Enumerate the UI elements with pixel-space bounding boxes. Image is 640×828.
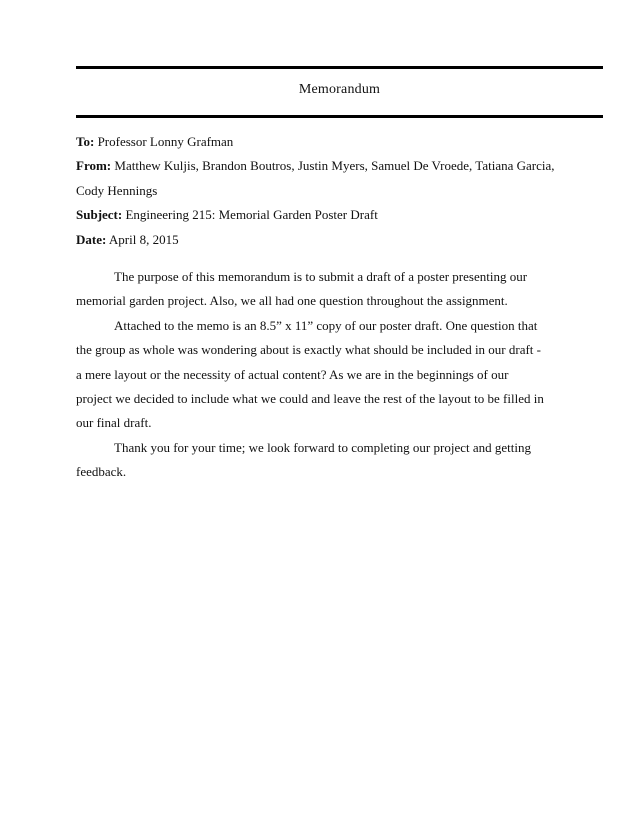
from-line: [76, 154, 603, 178]
body-paragraph: Attached to the memo is an 8.5” x 11” copy of our poster draft. One question that the group as whole was wondering about is exactly what should be included in our draft - a mere layout or the necessity of actual content? As we are in the beginnings of our project we decided to include what we could and leave the rest of the layout to be filled in our final draft.: [76, 317, 544, 431]
subject-value: Engineering 215: Memorial Garden Poster Draft: [125, 207, 378, 223]
date-label: Date:: [76, 231, 107, 247]
memo-title: Memorandum: [298, 82, 381, 97]
memo-body: [76, 265, 546, 485]
from-value-continued: Cody Hennings: [76, 182, 158, 198]
body-paragraph: Thank you for your time; we look forward to completing our project and getting feedback.: [76, 439, 531, 480]
to-line: [76, 130, 603, 154]
subject-line: [76, 203, 603, 227]
from-line-continued: [76, 179, 603, 203]
to-value: Professor Lonny Grafman: [97, 134, 234, 149]
date-line: [76, 228, 603, 252]
to-label: To:: [76, 134, 95, 149]
subject-label: Subject:: [76, 207, 123, 223]
date-value: April 8, 2015: [108, 231, 179, 247]
bottom-rule: [76, 115, 603, 118]
memo-header: [76, 130, 603, 252]
from-label: From:: [76, 158, 112, 174]
body-paragraph: The purpose of this memorandum is to submit a draft of a poster presenting our memorial garden project. Also, we all had one question throughout the assignment.: [76, 269, 528, 309]
top-rule: [76, 66, 603, 69]
from-value: Matthew Kuljis, Brandon Boutros, Justin Myers, Samuel De Vroede, Tatiana Garcia,: [114, 158, 555, 174]
